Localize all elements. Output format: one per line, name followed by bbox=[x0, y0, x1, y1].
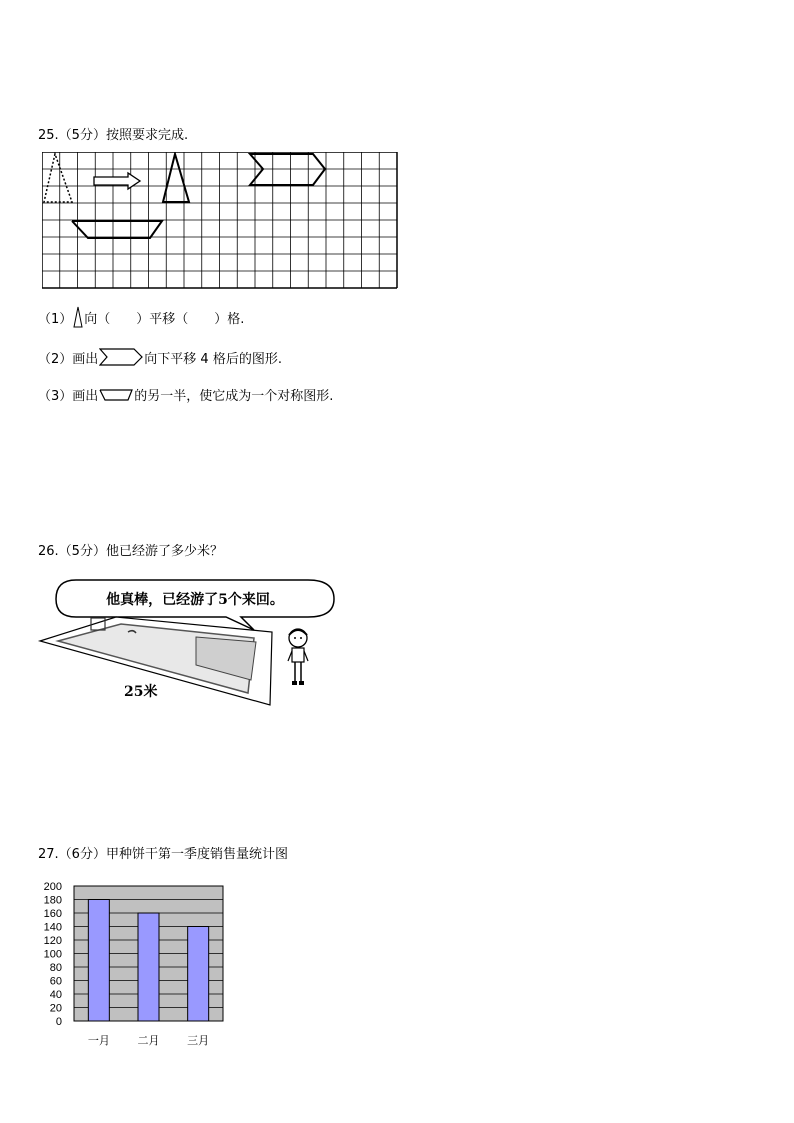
q26-title: 26.（5分）他已经游了多少米？ bbox=[38, 544, 223, 559]
small-triangle-icon bbox=[73, 306, 83, 328]
y-tick-label: 140 bbox=[43, 921, 62, 934]
q25-sub3 bbox=[38, 385, 333, 404]
small-chevron-icon bbox=[99, 347, 143, 367]
q25-sub1-text: 向（ ）平移（ ）格. bbox=[84, 311, 245, 327]
q25-title: 25.（5分）按照要求完成. bbox=[38, 128, 189, 143]
q25-grid bbox=[42, 152, 400, 290]
q27-title: 27.（6分）甲种饼干第一季度销售量统计图 bbox=[38, 847, 288, 862]
y-tick-label: 20 bbox=[49, 1002, 62, 1015]
sales-bar-chart bbox=[36, 877, 236, 1052]
chevron-shape bbox=[250, 154, 325, 185]
small-trapezoid-icon bbox=[99, 387, 133, 403]
q25-sub2-prefix: （2）画出 bbox=[38, 351, 99, 367]
q25-sub1 bbox=[38, 306, 244, 328]
y-tick-label: 80 bbox=[49, 962, 62, 974]
y-tick-label: 120 bbox=[43, 935, 62, 947]
x-tick-label: 三月 bbox=[187, 1034, 210, 1047]
bar bbox=[138, 913, 159, 1021]
y-tick-label: 40 bbox=[49, 989, 62, 1001]
y-tick-label: 60 bbox=[49, 975, 62, 988]
bar bbox=[88, 900, 109, 1022]
q25-sub3-text: 的另一半，使它成为一个对称图形. bbox=[134, 389, 334, 404]
y-tick-label: 160 bbox=[43, 908, 62, 920]
y-tick-label: 0 bbox=[55, 1016, 62, 1028]
q25-sub1-prefix: （1） bbox=[38, 311, 73, 327]
pool-length-label: 25米 bbox=[124, 684, 158, 700]
q25-sub3-prefix: （3）画出 bbox=[38, 389, 99, 404]
pool-illustration bbox=[36, 575, 346, 710]
q25-sub2 bbox=[38, 347, 282, 367]
x-tick-label: 一月 bbox=[87, 1034, 110, 1047]
arrow-shape bbox=[94, 173, 140, 189]
solid-triangle-shape bbox=[163, 154, 189, 202]
q25-sub2-text: 向下平移 4 格后的图形. bbox=[144, 351, 282, 367]
y-tick-label: 100 bbox=[43, 948, 62, 961]
bubble-text: 他真棒，已经游了5个来回。 bbox=[106, 592, 284, 608]
x-tick-label: 二月 bbox=[137, 1034, 160, 1047]
dashed-triangle-shape bbox=[44, 154, 72, 202]
chart-x-axis bbox=[88, 1034, 209, 1047]
boy-figure bbox=[288, 629, 308, 685]
y-tick-label: 180 bbox=[43, 894, 62, 907]
bar bbox=[188, 927, 209, 1022]
chart-y-axis bbox=[44, 881, 62, 1028]
y-tick-label: 200 bbox=[43, 881, 62, 893]
